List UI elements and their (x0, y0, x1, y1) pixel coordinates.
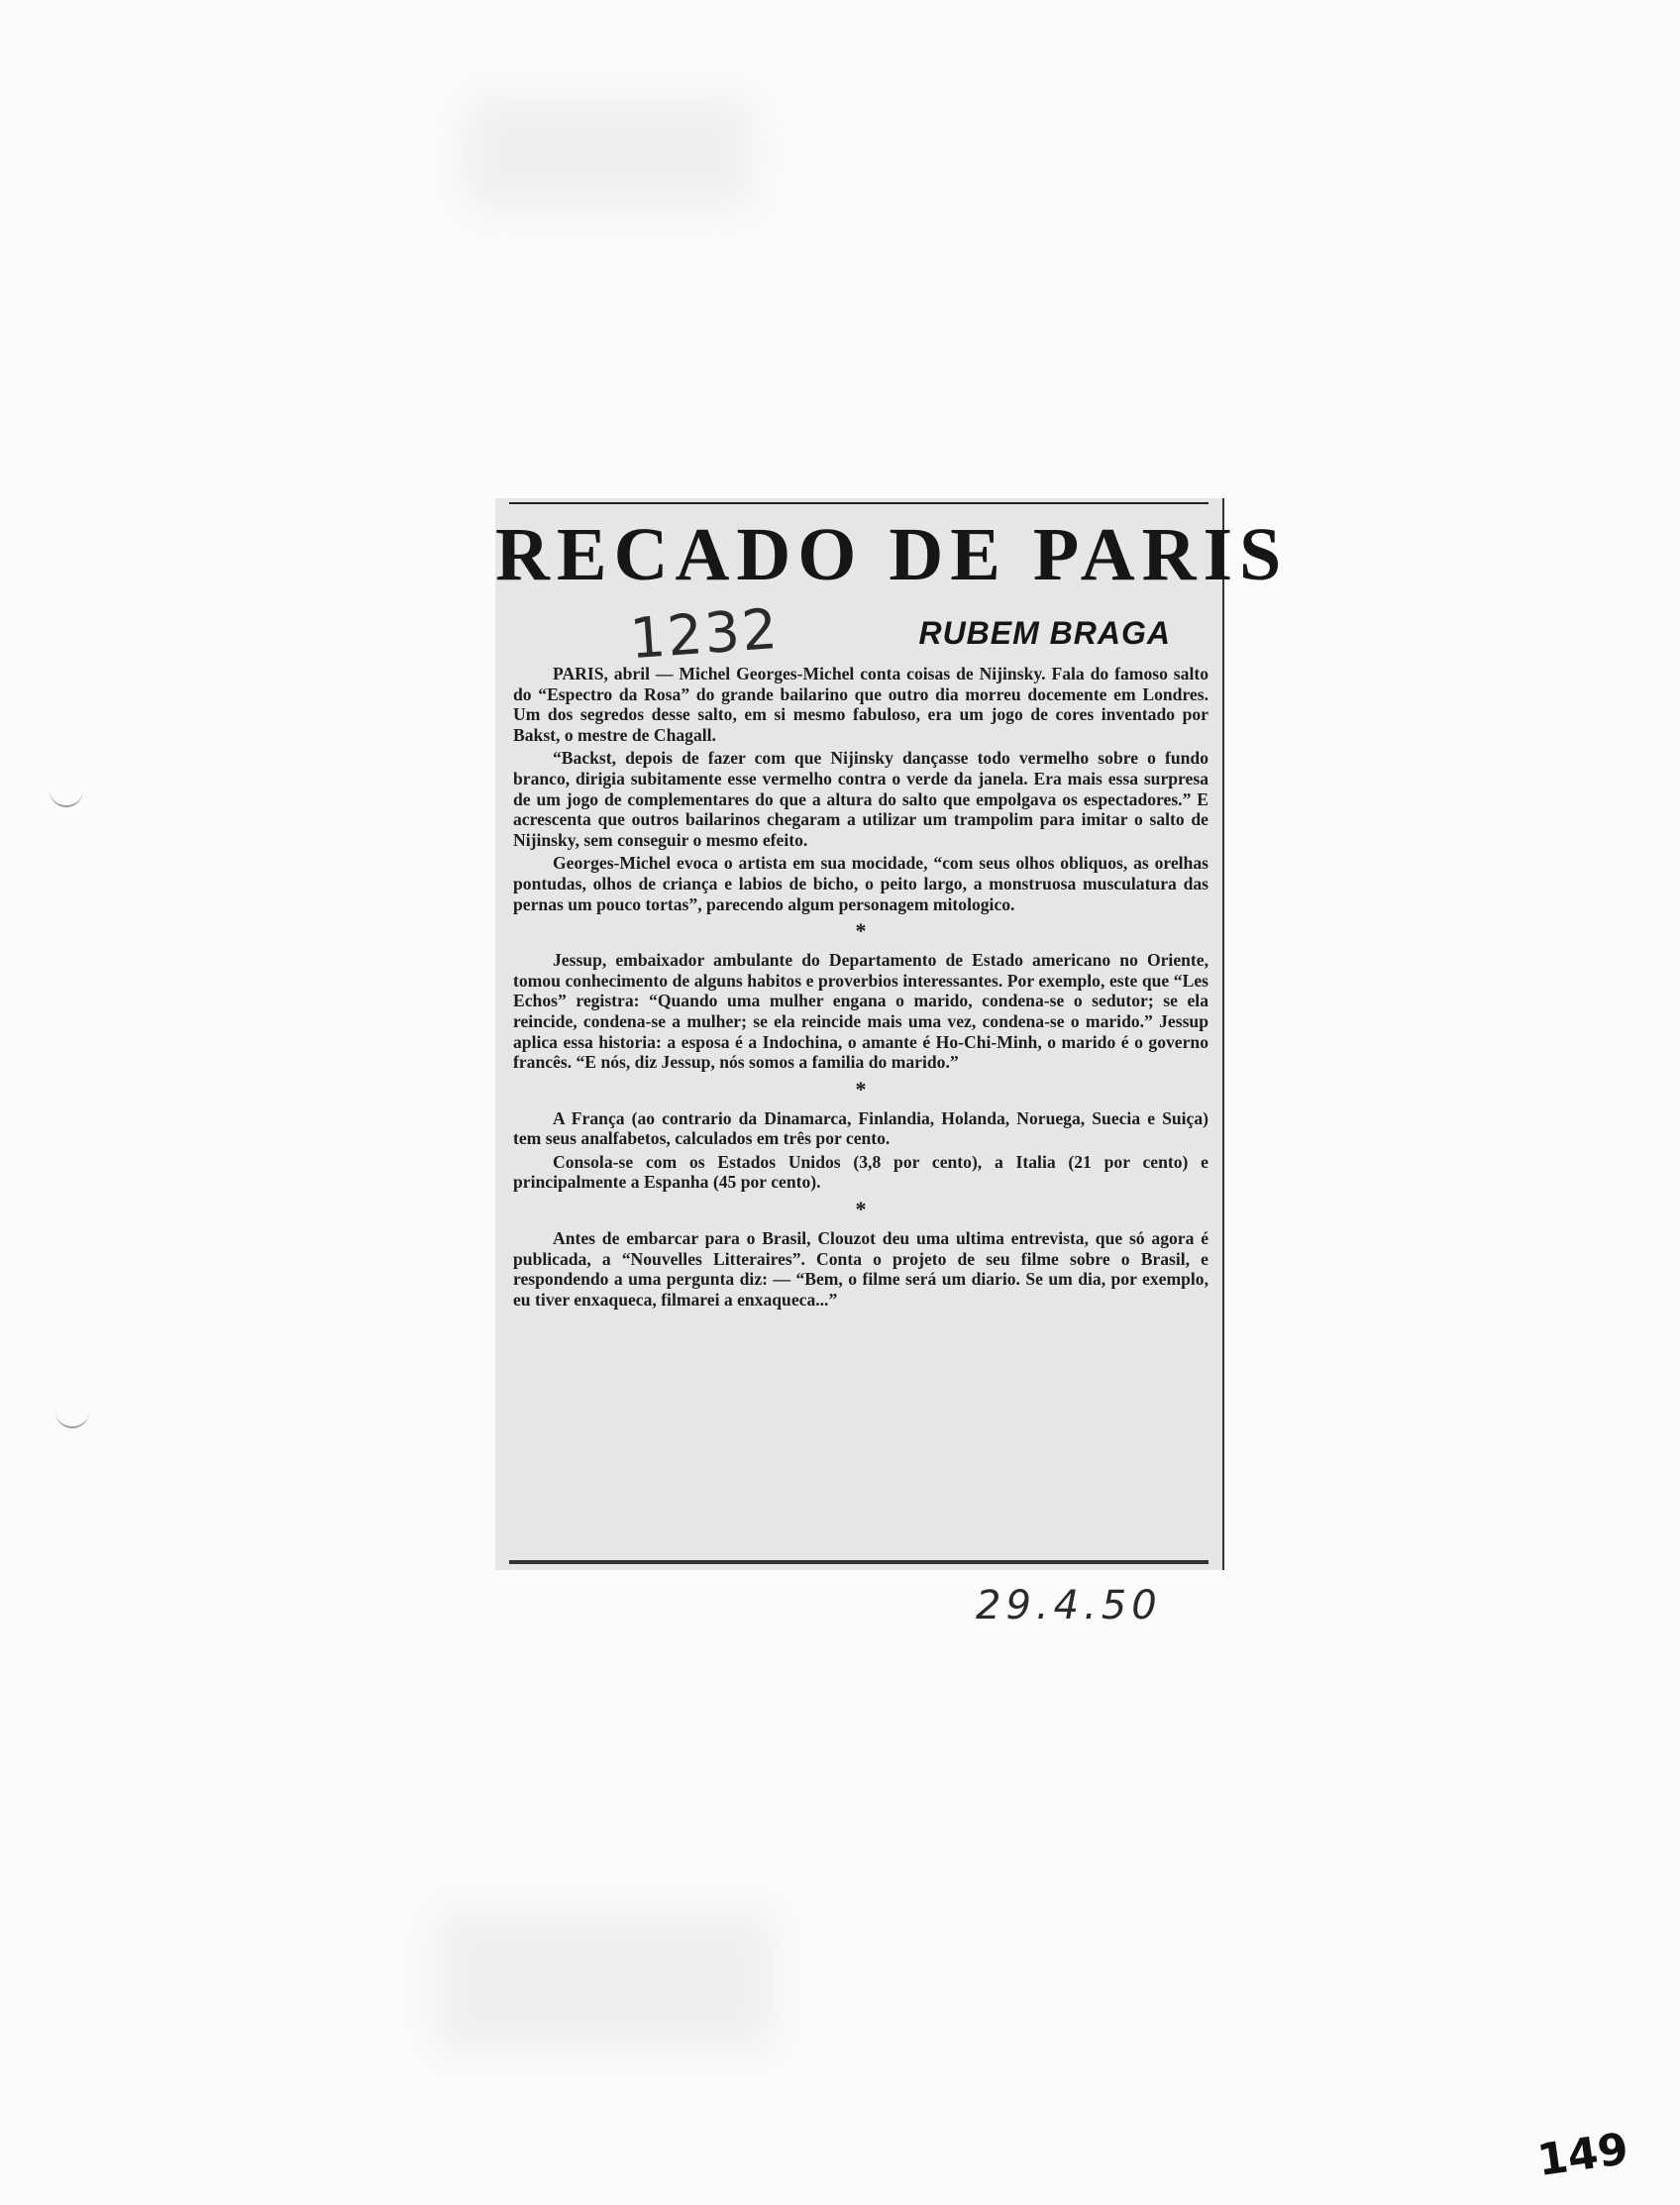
clipping-headline: RECADO DE PARIS (495, 513, 1289, 596)
punch-hole-mark-lower (55, 1411, 89, 1428)
article-body (513, 664, 1208, 1312)
article-paragraph: Antes de embarcar para o Brasil, Clouzot deu uma ultima entrevista, que só agora é publicada, a “Nouvelles Litteraires”. Conta o projeto de seu filme sobre o Brasil, e respondendo a uma pergunta diz: — “Bem, o filme será um diario. Se um dia, por exemplo, eu tiver enxaqueca, filmarei a enxaqueca...” (513, 1228, 1208, 1310)
article-paragraph: A França (ao contrario da Dinamarca, Finlandia, Holanda, Noruega, Suecia e Suiça) tem seus analfabetos, calculados em três por cento. (513, 1107, 1208, 1149)
punch-hole-mark-upper (50, 789, 83, 807)
article-paragraph: PARIS, abril — Michel Georges-Michel conta coisas de Nijinsky. Fala do famoso salto do “Espectro da Rosa” do grande bailarino que outro dia morreu docemente em Londres. Um dos segredos desse salto, em si mesmo fabuloso, era um jogo de cores inventado por Bakst, o mestre de Chagall. (513, 664, 1208, 745)
article-paragraph: Jessup, embaixador ambulante do Departamento de Estado americano no Oriente, tomou conhecimento de alguns habitos e proverbios interessantes. Por exemplo, este que “Les Echos” registra: “Quando uma mulher engana o marido, condena-se o sedutor; se ela reincide, condena-se a mulher; se ela reincide mais uma vez, condena-se o marido.” Jessup aplica essa historia: a esposa é a Indochina, o amante é Ho-Chi-Minh, o marido é o governo francês. “E nós, diz Jessup, nós somos a familia do marido.” (513, 950, 1208, 1073)
clipping-top-rule (509, 502, 1208, 504)
scan-shading-top (466, 99, 753, 208)
article-paragraph: Consola-se com os Estados Unidos (3,8 por cento), a Italia (21 por cento) e principalmente a Espanha (45 por cento). (513, 1151, 1208, 1193)
page-number: 149 (1533, 2123, 1631, 2187)
clipping-byline: RUBEM BRAGA (918, 615, 1171, 651)
section-separator: * (855, 1076, 867, 1102)
handwritten-date: 29.4.50 (976, 1583, 1162, 1628)
section-separator: * (855, 918, 867, 944)
handwritten-number: 1232 (627, 596, 782, 673)
scan-shading-bottom (436, 1912, 773, 2050)
article-paragraph: Georges-Michel evoca o artista em sua mocidade, “com seus olhos obliquos, as orelhas pontudas, olhos de criança e labios de bicho, o peito largo, a monstruosa musculatura das pernas um pouco tortas”, parecendo algum personagem mitologico. (513, 853, 1208, 914)
newspaper-clipping (495, 498, 1289, 1570)
clipping-bottom-rule (509, 1560, 1208, 1564)
section-separator: * (855, 1197, 867, 1222)
article-paragraph: “Backst, depois de fazer com que Nijinsky dançasse todo vermelho sobre o fundo branco, dirigia subitamente esse vermelho contra o verde da janela. Era mais essa surpresa de um jogo de complementares do que a altura do salto que empolgava os espectadores.” E acrescenta que outros bailarinos chegaram a utilizar um trampolim para imitar o salto de Nijinsky, sem conseguir o mesmo efeito. (513, 748, 1208, 850)
